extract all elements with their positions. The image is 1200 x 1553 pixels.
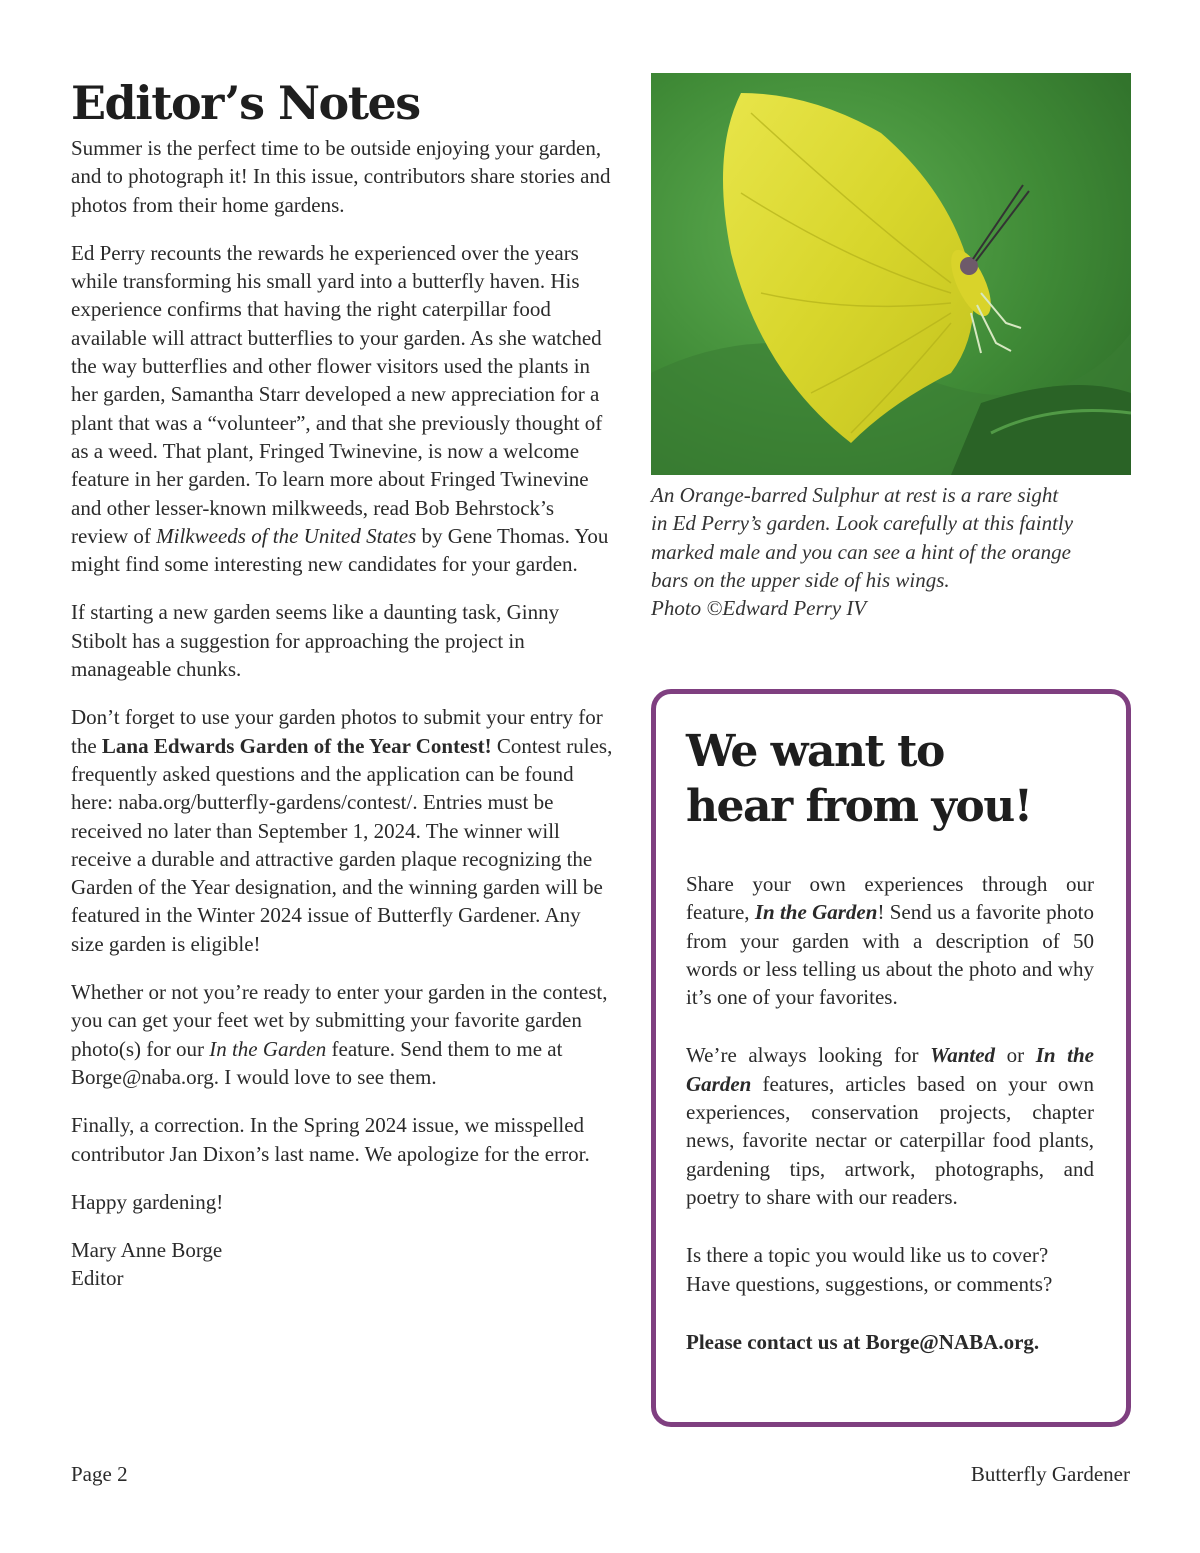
feature-name: In the Garden	[754, 900, 878, 925]
feature-name: In the Garden	[209, 1036, 327, 1061]
closing-line: Happy gardening!	[71, 1189, 224, 1214]
caption-line: in Ed Perry’s garden. Look carefully at this faintly	[651, 511, 1074, 536]
paragraph-ed-perry: Ed Perry recounts the rewards he experienced over the years while transforming his small yard into a butterfly haven. His experience confirms that having the right caterpillar food available will attract butterflies to your garden. As she watched the way butterflies and other flower visitors used the plants in her garden, Samantha Starr developed a new appreciation for a plant that was a “volunteer”, and that she previously thought of as a weed. That plant, Fringed Twinevine, is now a welcome feature in her garden. To learn more about Fringed Twinevine and other lesser-known milkweeds, read Bob Behrstock’s review of Milkweeds of the United States by Gene Thomas. You might find some interesting new candidates for your garden.	[71, 240, 609, 577]
butterfly-photo-icon	[651, 73, 1131, 475]
callout-paragraph-topic: Is there a topic you would like us to cover? Have questions, suggestions, or comments?	[686, 1243, 1053, 1296]
paragraph-new-garden: If starting a new garden seems like a daunting task, Ginny Stibolt has a suggestion for approaching the project in manageable chunks.	[71, 600, 560, 682]
publication-name: Butterfly Gardener	[970, 1462, 1130, 1486]
wanted-feature: Wanted	[930, 1043, 996, 1068]
page-number: Page 2	[71, 1462, 128, 1486]
signature-role: Editor	[71, 1266, 124, 1291]
callout-content	[686, 724, 1094, 1386]
butterfly-photo	[651, 73, 1131, 475]
submission-callout-box	[651, 689, 1131, 1427]
feature-name: In the Garden	[686, 1043, 1094, 1096]
caption-line: bars on the upper side of his wings.	[651, 567, 950, 592]
signature	[71, 1236, 616, 1293]
book-title: Milkweeds of the United States	[156, 523, 417, 548]
callout-heading: We want to hear from you!	[686, 726, 1032, 832]
caption-line: marked male and you can see a hint of the orange	[651, 539, 1071, 564]
paragraph-correction: Finally, a correction. In the Spring 2024 issue, we misspelled contributor Jan Dixon’s last name. We apologize for the error.	[71, 1113, 590, 1166]
signature-name: Mary Anne Borge	[71, 1238, 223, 1263]
intro-paragraph: Summer is the perfect time to be outside enjoying your garden, and to photograph it! In this issue, contributors share stories and photos from their home gardens.	[71, 136, 611, 217]
contest-name: Lana Edwards Garden of the Year Contest!	[101, 733, 492, 758]
caption-line: An Orange-barred Sulphur at rest is a rare sight	[651, 483, 1059, 507]
callout-contact: Please contact us at Borge@NABA.org.	[686, 1329, 1040, 1354]
callout-paragraph-looking: We’re always looking for Wanted or In the Garden features, articles based on your own experiences, conservation projects, chapter news, favorite nectar or caterpillar food plants, gardening tips, artwork, photographs, and poetry to share with our readers.	[686, 1043, 1094, 1209]
page-title: Editor’s Notes	[71, 76, 420, 130]
callout-paragraph-share: Share your own experiences through our feature, In the Garden! Send us a favorite photo from your garden with a description of 50 words or less telling us about the photo and why it’s one of your favorites.	[686, 872, 1094, 1010]
paragraph-contest: Don’t forget to use your garden photos to submit your entry for the Lana Edwards Garden of the Year Contest! Contest rules, frequently asked questions and the application can be found here: naba.org/butterfly-gardens/contest/. Entries must be received no later than September 1, 2024. The winner will receive a durable and attractive garden plaque recognizing the Garden of the Year designation, and the winning garden will be featured in the Winter 2024 issue of Butterfly Gardener. Any size garden is eligible!	[71, 705, 613, 956]
editors-notes-column	[71, 76, 616, 1313]
photo-credit: Photo ©Edward Perry IV	[651, 596, 867, 621]
paragraph-in-the-garden: Whether or not you’re ready to enter your garden in the contest, you can get your feet wet by submitting your favorite garden photo(s) for our In the Garden feature. Send them to me at Borge@naba.org. I would love to see them.	[71, 980, 608, 1089]
photo-caption	[651, 481, 1141, 622]
